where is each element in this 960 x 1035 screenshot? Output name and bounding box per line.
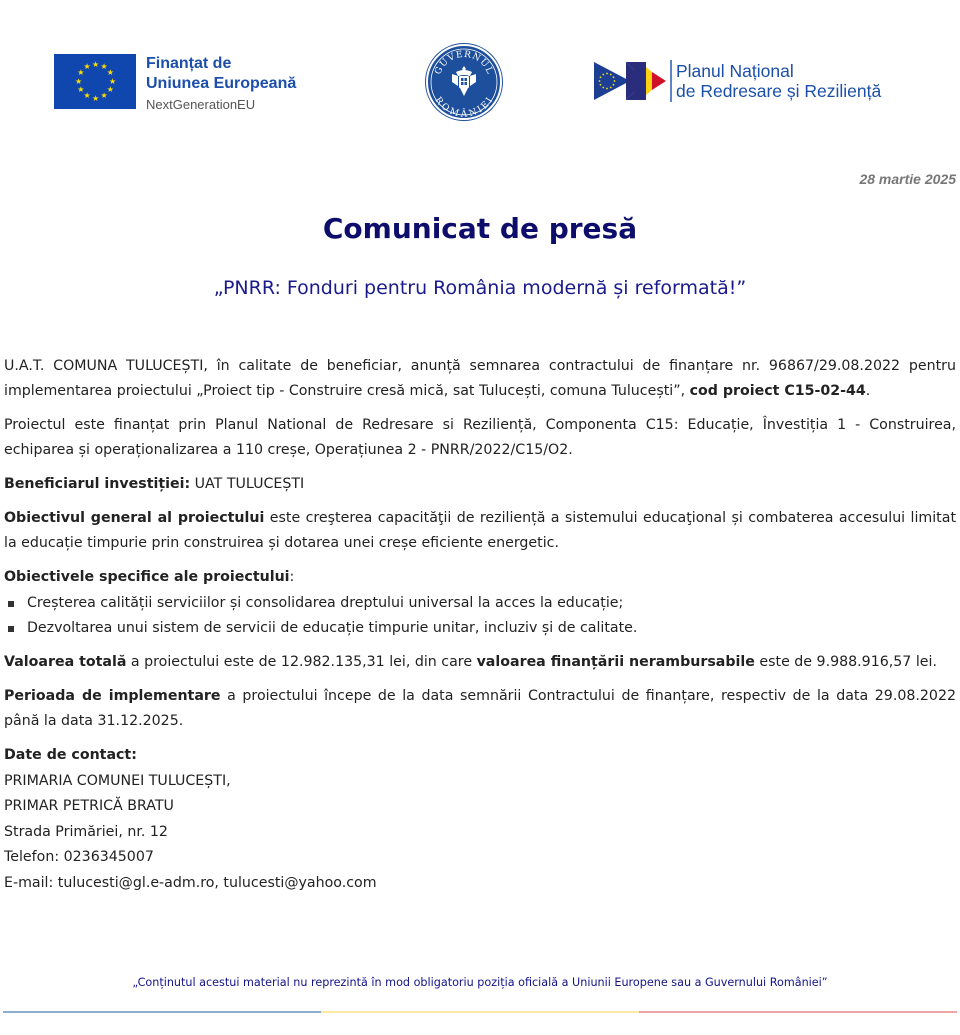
pnrr-logo [594,60,881,102]
total-value-label: Valoarea totală [4,654,127,670]
page-title: Comunicat de presă [322,212,638,245]
period-label: Perioada de implementare [4,688,221,704]
eu-star-icon: ★ [77,68,85,77]
pnrr-star-icon [606,73,608,75]
seal-top-text: GUVERNUL [433,49,495,77]
eu-funding-logo [54,54,296,114]
general-objective-label: Obiectivul general al proiectului [4,510,265,526]
pnrr-logo-line2: de Redresare și Reziliență [676,81,882,101]
pnrr-star-icon [613,76,615,78]
contact-block [4,743,956,896]
pnrr-divider [670,60,672,102]
general-objective-text: este creşterea capacităţii de reziliență a sistemului educaţional și combaterea accesului limitat la educație timpurie prin construirea și dotarea unei creșe eficiente energetic. [4,510,957,551]
contact-email[interactable]: E-mail: tulucesti@gl.e-adm.ro, tulucesti@yahoo.com [4,874,377,891]
pnrr-arrows-icon [594,60,668,102]
contact-line: PRIMARIA COMUNEI TULUCEȘTI, [4,772,231,789]
pnrr-star-icon [614,80,616,82]
eu-star-icon: ★ [75,76,83,86]
eu-star-icon: ★ [106,85,114,94]
period-text: a proiectului începe de la data semnării Contractului de finanțare, respectiv de la data 29.08.2022 până la data 31.12.2025. [4,688,956,729]
eu-star-icon: ★ [92,59,100,69]
press-release-body [4,354,956,896]
footer-line-red [639,1011,957,1013]
pnrr-star-icon [610,74,612,76]
eu-star-icon: ★ [83,91,91,101]
eu-logo-line3: NextGenerationEU [146,97,256,112]
contact-label: Date de contact: [4,747,137,763]
paragraph-beneficiary [4,472,956,497]
press-release-date: 28 martie 2025 [859,171,956,187]
pnrr-star-icon [600,84,602,86]
pnrr-star-icon [600,76,602,78]
specific-objectives-list [4,591,956,641]
eu-star-icon: ★ [100,91,108,101]
paragraph-contract [4,354,956,404]
eu-star-icon: ★ [100,61,108,71]
eu-flag-icon [54,54,136,109]
beneficiary-label: Beneficiarul investiției: [4,476,191,492]
eu-star-icon: ★ [106,68,114,77]
paragraph-financing: Proiectul este finanțat prin Planul National de Redresare si Reziliență, Componenta C15: Educație, Învestiția 1 - Construirea, echiparea și operaționalizarea a 110 creșe, Operațiunea 2 - PNRR/2022/C15/O2. [4,417,956,458]
disclaimer: „Conținutul acestui material nu reprezintă în mod obligatoriu poziția oficială a Uniunii Europene sau a Guvernului României” [132,976,828,989]
specific-objectives-heading [4,565,956,590]
pnrr-star-icon [602,87,604,89]
project-code: cod proiect C15-02-44 [689,383,866,399]
pnrr-star-icon [599,80,601,82]
pnrr-star-icon [610,87,612,89]
paragraph-value [4,650,956,675]
eu-star-icon: ★ [109,76,117,86]
list-item: Creșterea calității serviciilor și consolidarea dreptului universal la acces la educație; [4,591,956,616]
pnrr-star-icon [606,88,608,90]
header-logos [0,0,960,140]
contract-end: . [865,383,871,399]
contact-line: PRIMAR PETRICĂ BRATU [4,798,174,814]
coat-of-arms-icon [428,46,500,118]
eu-star-icon: ★ [92,93,100,103]
footer-line-blue [3,1011,321,1013]
paragraph-period [4,684,956,734]
footer-line-yellow [321,1011,639,1013]
eu-logo-line2: Uniunea Europeană [146,75,297,92]
paragraph-general-objective [4,506,956,556]
contract-text: U.A.T. COMUNA TULUCEȘTI, în calitate de beneficiar, anunță semnarea contractului de finanțare nr. 96867/29.08.2022 pentru implementarea proiectului „Proiect tip - Construire cresă mică, sat Tulucești, comuna Tulucești”, [4,358,956,399]
list-item: Dezvoltarea unui sistem de servicii de educație timpurie unitar, incluziv și de calitate. [4,616,956,641]
eu-star-icon: ★ [83,61,91,71]
total-value-text: a proiectului este de 12.982.135,31 lei, din care [126,654,477,670]
page-subtitle: „PNRR: Fonduri pentru România modernă și reformată!” [213,277,747,299]
eu-logo-line1: Finanțat de [146,55,232,72]
specific-objectives-colon: : [289,569,295,585]
beneficiary-value: UAT TULUCEȘTI [190,476,305,492]
pnrr-logo-line1: Planul Național [676,61,794,81]
svg-text:ROMÂNIEI [433,95,496,118]
pnrr-star-icon [613,84,615,86]
seal-bottom-text: ROMÂNIEI [432,95,496,118]
contact-address: Strada Primăriei, nr. 12 [4,823,168,840]
romanian-government-seal [426,44,502,120]
tricolor-footer-line [3,1011,957,1013]
specific-objectives-label: Obiectivele specifice ale proiectului [4,569,290,585]
eu-star-icon: ★ [77,85,85,94]
grant-value-label: valoarea finanțării nerambursabile [476,654,755,670]
contact-phone: Telefon: 0236345007 [4,849,154,865]
pnrr-star-icon [602,74,604,76]
grant-value-text: este de 9.988.916,57 lei. [754,654,937,670]
